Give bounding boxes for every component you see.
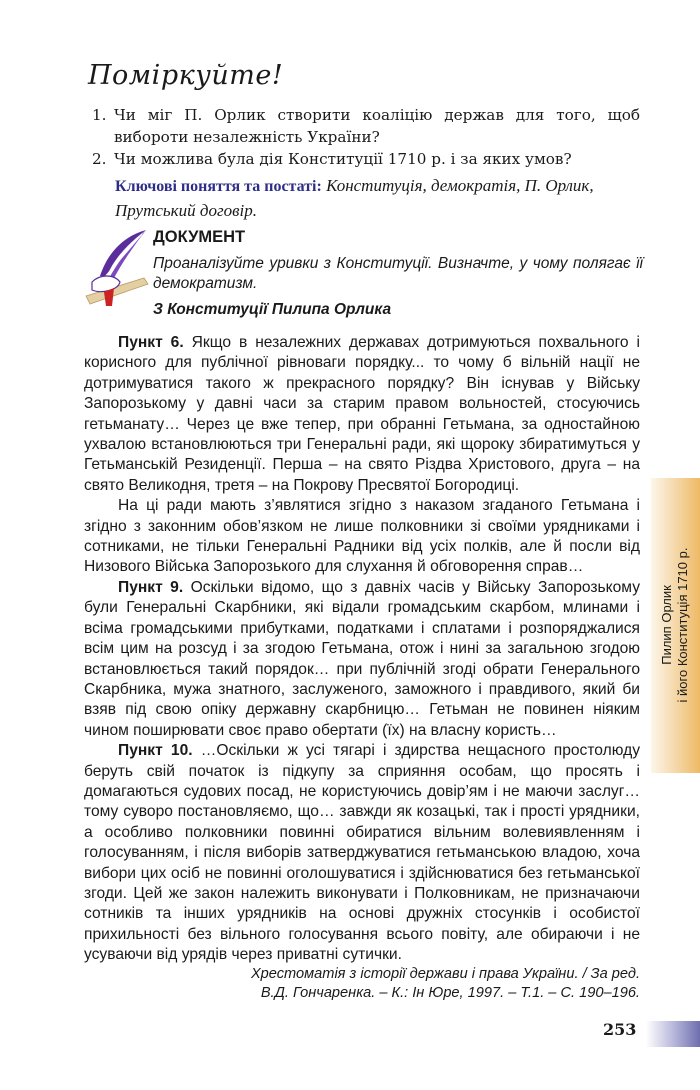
paragraph-point-6-cont — [84, 496, 640, 578]
key-concepts — [115, 174, 645, 223]
question-item — [92, 104, 640, 148]
key-concepts-label: Ключові поняття та постаті: — [115, 178, 322, 195]
point-label: Пункт 10. — [118, 742, 193, 760]
paragraph-text: …Оскільки ж усі тягарі і здирства нещасного простолюду беруть свій початок із підкупу за сприяння особам, що просять і домагаються судових посад, не користуючись довір’ям і не маючи заслуг… тому суворо постановляємо, що… завжди як козацькі, так і прості урядники, а особливо полковники повинні обиратися вільним волевиявленням і голосуванням, і після виборів затверджуватися гетьманською владою, хоча вибори цих осіб не повинні оголошуватися і здійснюватися без гетьманської згоди. Цей же закон належить виконувати і Полковникам, не призначаючи сотників та інших урядників на основі дружніх стосунків і особистої прихильності без вільного голосування всього повіту, але обираючи і не усуваючи від урядів через приватні сутички. — [84, 742, 640, 964]
paragraph-text: Якщо в незалежних державах дотримуються похвального і корисного для публічної рівноваги порядку... то чому б вільній нації не дотримуватися такого ж прекрасного порядку? Він існував у Війську Запорозькому у давні часи за старим правом вольностей, стосуючись гетьманату… Через це вже тепер, при обранні Гетьмана, за одностайною ухвалою встановлюються три Генеральні ради, які щороку збиратимуться у Гетьманській Резиденції. Перша – на свято Різдва Христового, друга – на свято Великодня, третя – на Покрову Пресвятої Богородиці. — [84, 334, 640, 494]
quill-feather-icon — [84, 228, 150, 308]
paragraph-point-9 — [84, 578, 640, 741]
chapter-side-tab-label — [659, 548, 691, 703]
paragraph-text: Оскільки відомо, що з давніх часів у Війську Запорозькому були Генеральні Скарбники, які відали громадським скарбом, млинами і всіма громадськими прибутками, податками і сплатами і розпоряджалися всім цим на розсуд і за згодою Гетьмана, отож і нині за загальною згодою встановлюється такий порядок… при публічній згоді обрати Генерального Скарбника, мужа знатного, заслуженого, заможного і правдивого, який би взяв під свою опіку державну скарбницю… Гетьман не повинен ніяким чином поширювати своє право обертати (їх) на власну користь… — [84, 578, 641, 739]
source-citation — [160, 965, 640, 1003]
question-list — [92, 104, 640, 170]
document-title: ДОКУМЕНТ — [153, 228, 246, 246]
question-text: Чи можлива була дія Конституції 1710 р. і за яких умов? — [114, 150, 572, 168]
question-number: 2. — [92, 150, 107, 168]
chapter-side-tab — [651, 478, 700, 773]
page-number: 253 — [603, 1020, 637, 1039]
key-concepts-terms: Конституція, демократія, П. Орлик, Прутський договір. — [115, 176, 594, 220]
document-source-title: З Конституції Пилипа Орлика — [153, 301, 392, 318]
side-tab-line: Пилип Орлик — [659, 585, 674, 665]
side-tab-line: і його Конституція 1710 р. — [675, 547, 690, 703]
think-heading: Поміркуйте! — [88, 60, 284, 91]
page-number-tab — [646, 1021, 700, 1047]
point-label: Пункт 6. — [118, 334, 184, 351]
citation-line: В.Д. Гончаренка. – К.: Ін Юре, 1997. – Т.1. – С. 190–196. — [260, 985, 640, 1001]
question-text: Чи міг П. Орлик створити коаліцію держав для того, щоб вибороти незалежність України? — [114, 106, 640, 146]
question-number: 1. — [92, 106, 107, 124]
citation-line: Хрестоматія з історії держави і права України. / За ред. — [250, 966, 640, 982]
document-excerpt — [84, 333, 640, 966]
paragraph-point-6 — [84, 333, 640, 496]
document-task: Проаналізуйте уривки з Конституції. Визначте, у чому полягає її демократизм. — [153, 255, 643, 292]
paragraph-text: На ці ради мають з’являтися згідно з наказом згаданого Гетьмана і згідно з законним обов’язком не лише полковники зі своїми урядниками і сотниками, не тільки Генеральні Радники від усіх полків, але й посли від Низового Війська Запорозького для слухання й обговорення справ… — [84, 497, 640, 576]
paragraph-point-10 — [84, 741, 640, 965]
question-item — [92, 148, 640, 170]
point-label: Пункт 9. — [118, 578, 184, 596]
